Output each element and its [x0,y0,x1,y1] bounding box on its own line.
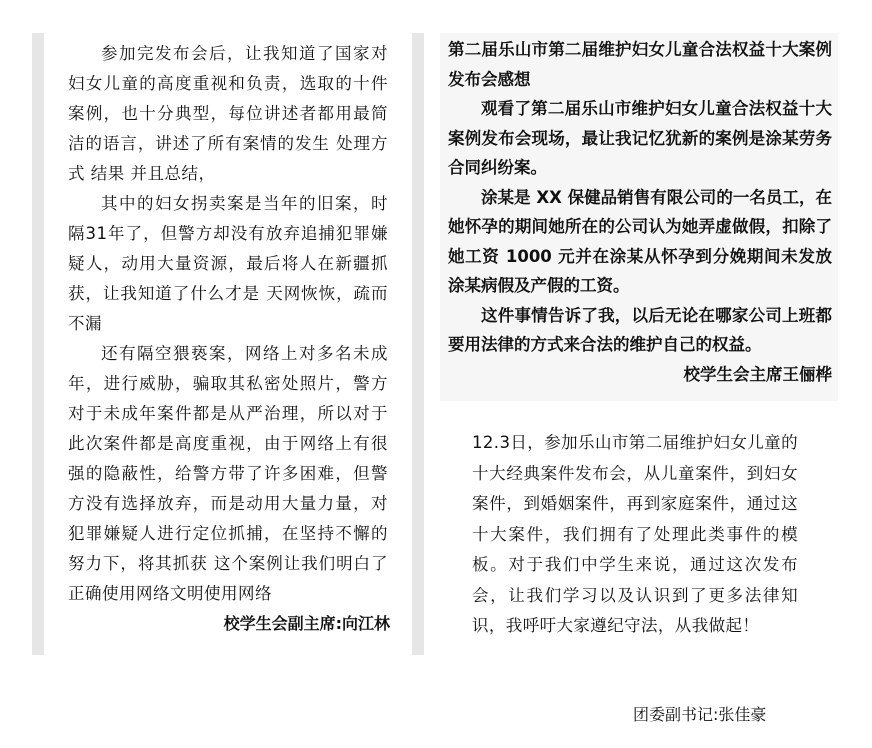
right-bottom-paragraph: 12.3日，参加乐山市第二届维护妇女儿童的十大经典案件发布会，从儿童案件，到妇女案件，到婚姻案件，再到家庭案件，通过这十大案件，我们拥有了处理此类事件的模板。对于我们中学生来说，通过这次发布会，让我们学习以及认识到了更多法律知识，我呼吁大家遵纪守法，从我做起！ [472,433,798,635]
right-top-body [448,35,832,389]
right-top-paragraph-1: 观看了第二届乐山市维护妇女儿童合法权益十大案例发布会现场，最让我记忆犹新的案例是涂某劳务合同纠纷案。 [448,99,832,177]
right-top-signature: 校学生会主席王俪桦 [683,364,832,384]
left-paragraph-2: 其中的妇女拐卖案是当年的旧案，时隔31年了，但警方却没有放弃追捕犯罪嫌疑人，动用大量资源，最后将人在新疆抓获，让我知道了什么才是 天网恢恢，疏而不漏 [68,194,388,333]
left-paragraph-1: 参加完发布会后，让我知道了国家对妇女儿童的高度重视和负责，选取的十件案例，也十分典型，每位讲述者都用最简洁的语言，讲述了所有案情的发生 处理方式 结果 并且总结， [68,44,388,183]
left-signature: 校学生会副主席:向江林 [223,614,390,633]
right-top-document-panel [440,33,838,401]
right-top-paragraph-2: 涂某是 XX 保健品销售有限公司的一名员工，在她怀孕的期间她所在的公司认为她弄虚做假，扣除了她工资 1000 元并在涂某从怀孕到分娩期间未发放涂某病假及产假的工资。 [448,187,832,295]
right-bottom-document-panel [472,428,798,642]
right-top-title: 第二届乐山市第二届维护妇女儿童合法权益十大案例发布会感想 [448,40,832,89]
left-paragraph-3: 还有隔空猥亵案，网络上对多名未成年，进行威胁，骗取其私密处照片，警方对于未成年案件都是从严治理，所以对于此次案件都是高度重视，由于网络上有很强的隐蔽性，给警方带了许多困难，但警方没有选择放弃，而是动用大量力量，对犯罪嫌疑人进行定位抓捕，在坚持不懈的努力下，将其抓获 这个案例让我们明白了 正确使用网络文明使用网络 [68,344,388,603]
right-top-paragraph-3: 这件事情告诉了我，以后无论在哪家公司上班都要用法律的方式来合法的维护自己的权益。 [448,305,832,354]
left-document-panel [32,33,424,655]
right-bottom-signature: 团委副书记:张佳豪 [633,705,767,724]
left-body [68,39,388,609]
